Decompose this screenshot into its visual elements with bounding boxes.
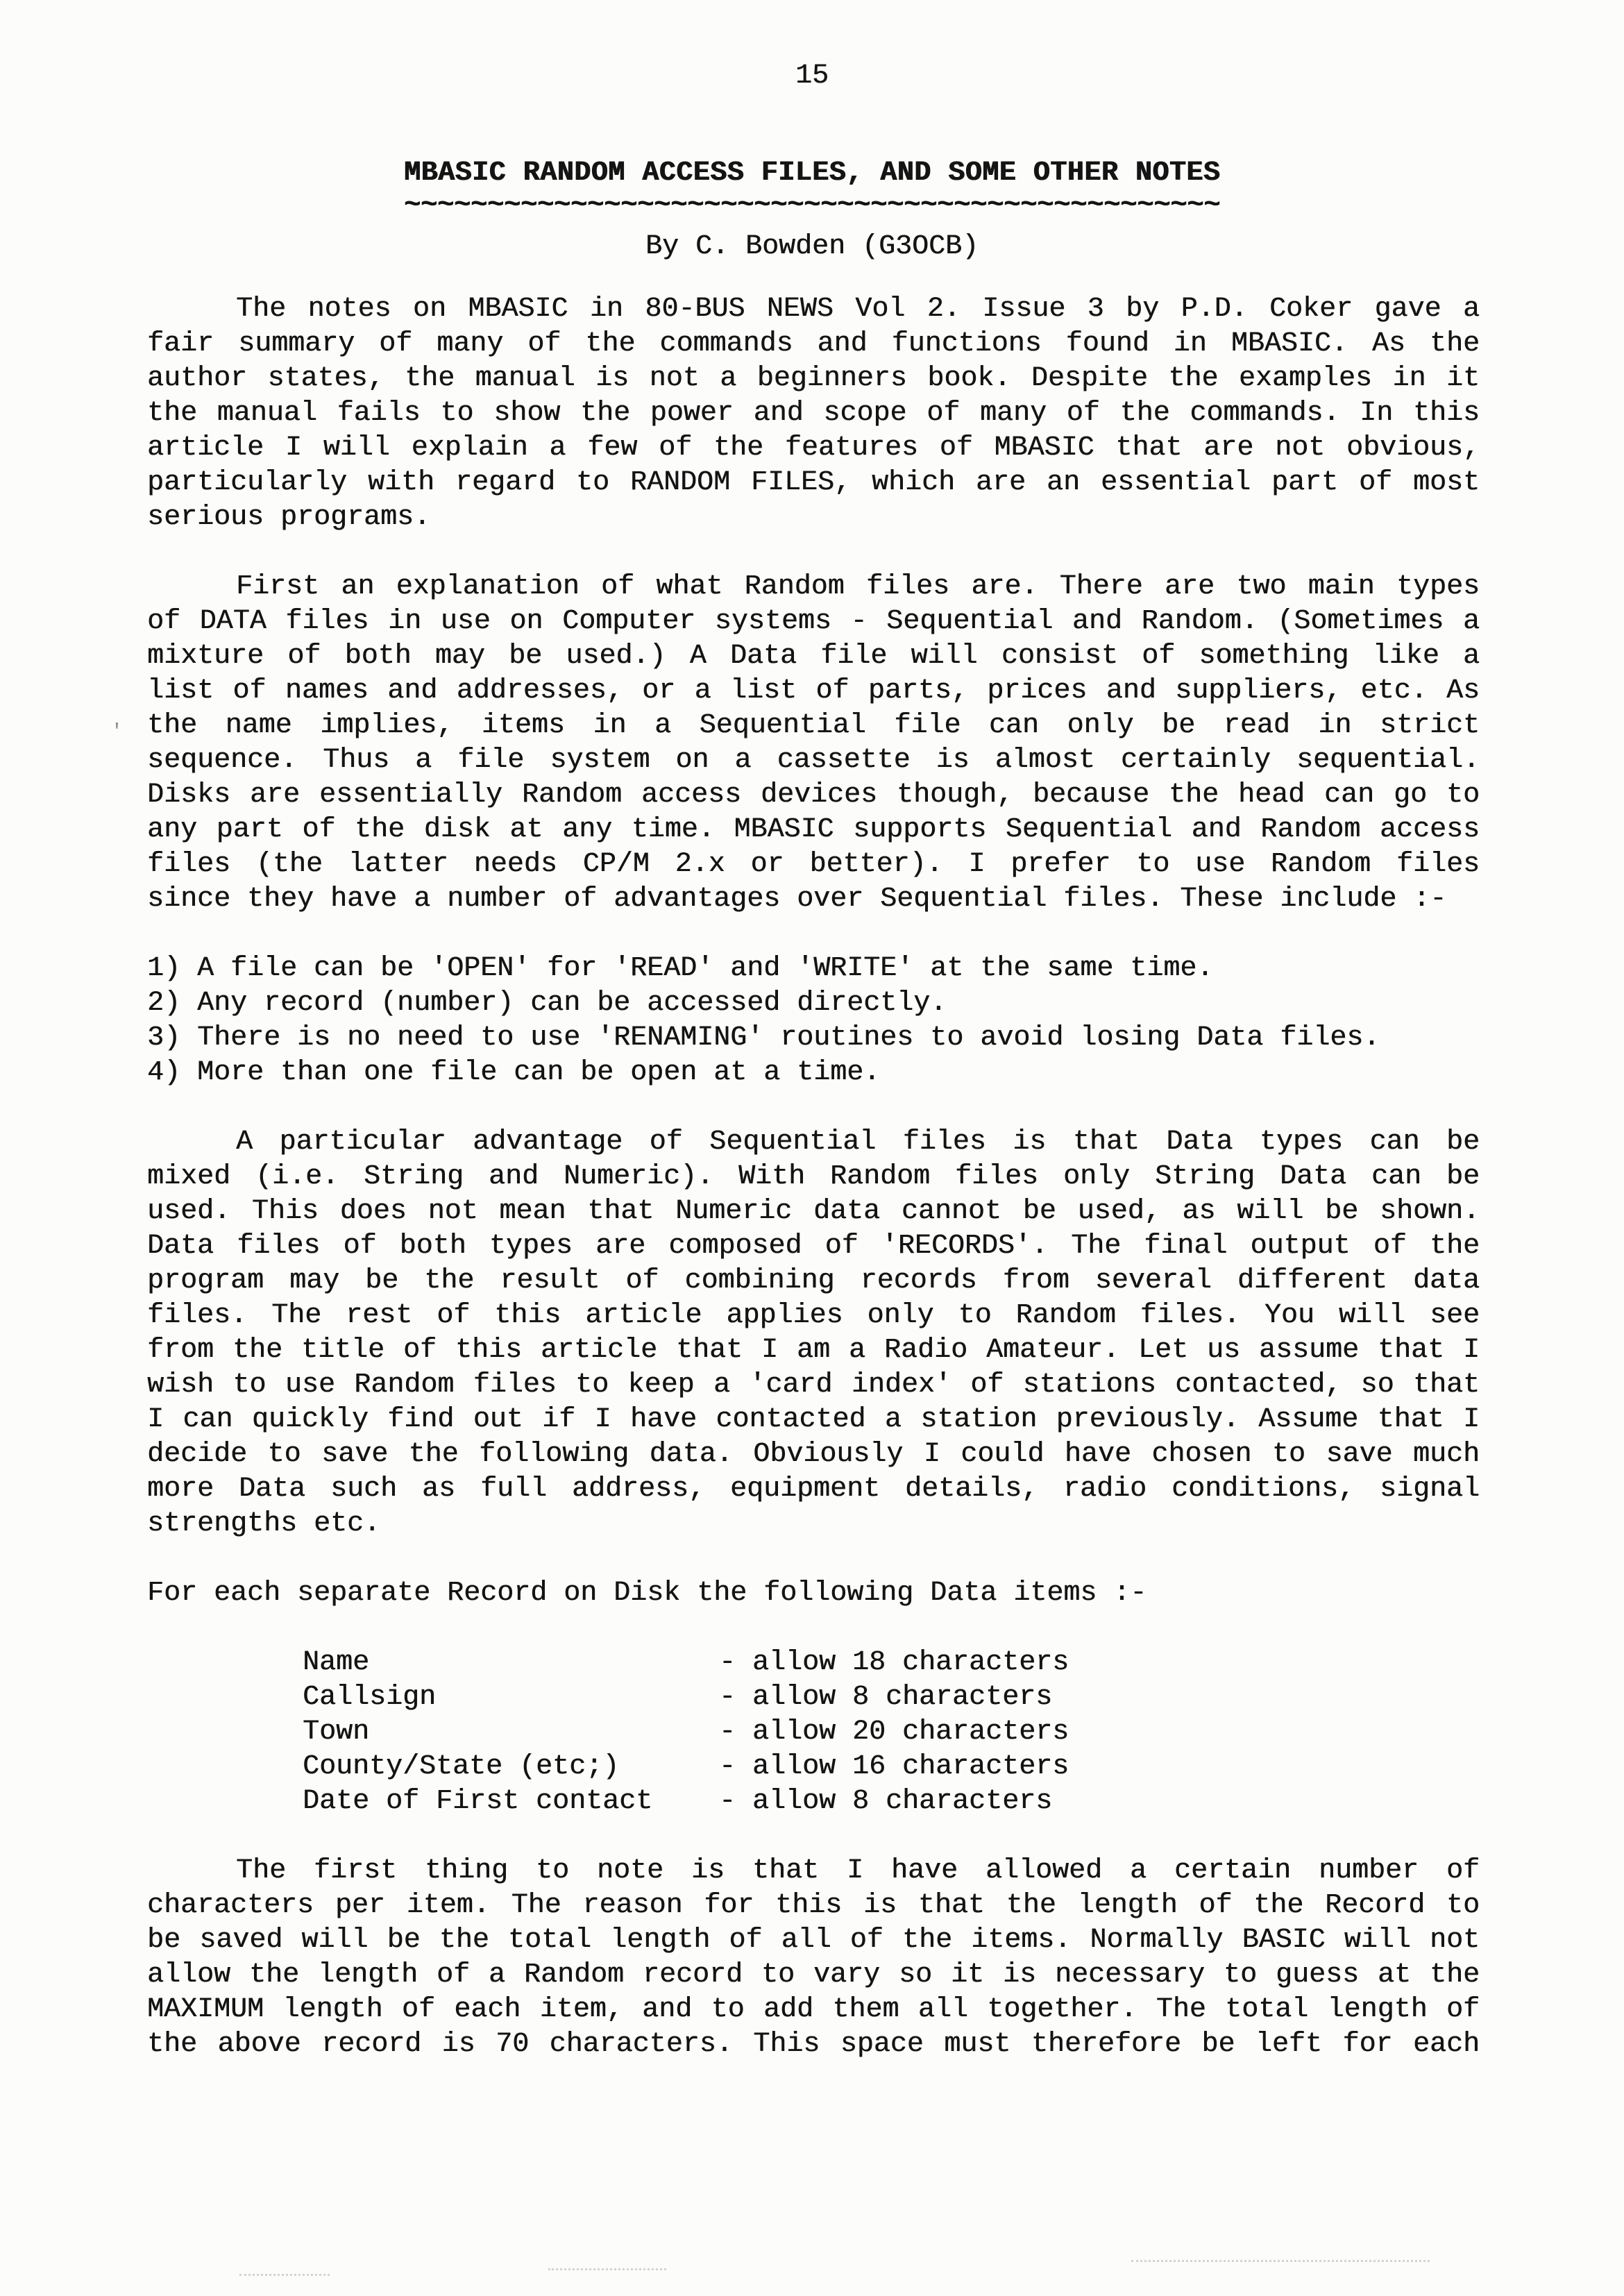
record-row xyxy=(303,1750,1480,1784)
record-field: Date of First contact xyxy=(303,1786,653,1817)
scan-artifact xyxy=(548,2268,666,2270)
text-line: I can quickly find out if I have contacted a station previously. Assume that I xyxy=(147,1404,1480,1435)
text-line: characters per item. The reason for this is that the length of the Record to xyxy=(147,1890,1480,1921)
text-line: article I will explain a few of the features of MBASIC that are not obvious, xyxy=(147,432,1480,464)
text-line: mixture of both may be used.) A Data file will consist of something like a xyxy=(147,641,1480,672)
record-row xyxy=(303,1715,1480,1750)
text-line: of DATA files in use on Computer systems - Sequential and Random. (Sometimes a xyxy=(147,606,1480,637)
text-line: Disks are essentially Random access devices though, because the head can go to xyxy=(147,779,1480,811)
text-line: The first thing to note is that I have allowed a certain number of xyxy=(236,1855,1480,1886)
record-field: Callsign xyxy=(303,1682,437,1713)
text-line: wish to use Random files to keep a 'card index' of stations contacted, so that xyxy=(147,1369,1480,1401)
text-line: particularly with regard to RANDOM FILES, which are an essential part of most xyxy=(147,467,1480,498)
numbered-list xyxy=(147,952,1480,1090)
text-line: For each separate Record on Disk the following Data items :- xyxy=(147,1578,1147,1609)
text-line: fair summary of many of the commands and functions found in MBASIC. As the xyxy=(147,328,1480,360)
text-line: files (the latter needs CP/M 2.x or better). I prefer to use Random files xyxy=(147,849,1480,880)
text-line: decide to save the following data. Obviously I could have chosen to save much xyxy=(147,1439,1480,1470)
paragraph xyxy=(147,292,1480,535)
text-line: program may be the result of combining records from several different data xyxy=(147,1265,1480,1297)
text-line: author states, the manual is not a beginners book. Despite the examples in it xyxy=(147,363,1480,394)
record-allocation: - allow 16 characters xyxy=(719,1751,1069,1782)
list-item: 2) Any record (number) can be accessed directly. xyxy=(147,988,947,1019)
scan-artifact xyxy=(239,2274,330,2276)
text-line: First an explanation of what Random files are. There are two main types xyxy=(236,571,1480,602)
text-line: serious programs. xyxy=(147,502,431,533)
scan-artifact xyxy=(1131,2260,1430,2262)
record-row xyxy=(303,1784,1480,1819)
text-line: allow the length of a Random record to vary so it is necessary to guess at the xyxy=(147,1959,1480,1991)
text-line: from the title of this article that I am a Radio Amateur. Let us assume that I xyxy=(147,1335,1480,1366)
text-line: since they have a number of advantages over Sequential files. These include :- xyxy=(147,884,1447,915)
text-line: MAXIMUM length of each item, and to add them all together. The total length of xyxy=(147,1994,1480,2025)
text-line: sequence. Thus a file system on a cassette is almost certainly sequential. xyxy=(147,745,1480,776)
record-row xyxy=(303,1646,1480,1680)
text-line: be saved will be the total length of all of the items. Normally BASIC will not xyxy=(147,1925,1480,1956)
paragraph xyxy=(147,1125,1480,1542)
record-field: Town xyxy=(303,1716,370,1748)
text-line: the name implies, items in a Sequential file can only be read in strict xyxy=(147,710,1480,741)
paragraph xyxy=(147,570,1480,917)
byline: By C. Bowden (G3OCB) xyxy=(645,231,979,262)
article-header xyxy=(0,156,1624,264)
record-row xyxy=(303,1680,1480,1715)
text-line: mixed (i.e. String and Numeric). With Random files only String Data can be xyxy=(147,1161,1480,1192)
page-number: 15 xyxy=(795,60,829,92)
text-line: The notes on MBASIC in 80-BUS NEWS Vol 2. Issue 3 by P.D. Coker gave a xyxy=(236,294,1480,325)
record-list xyxy=(147,1646,1480,1819)
list-item: 4) More than one file can be open at a time. xyxy=(147,1057,881,1088)
record-field: County/State (etc;) xyxy=(303,1751,620,1782)
text-line: the manual fails to show the power and scope of many of the commands. In this xyxy=(147,398,1480,429)
paragraph xyxy=(147,1576,1480,1611)
record-field: Name xyxy=(303,1647,370,1678)
record-allocation: - allow 8 characters xyxy=(719,1786,1053,1817)
text-line: used. This does not mean that Numeric data cannot be used, as will be shown. xyxy=(147,1196,1480,1227)
title-underline: ~~~~~~~~~~~~~~~~~~~~~~~~~~~~~~~~~~~~~~~~~~~~~~~~~ xyxy=(403,190,1221,221)
record-allocation: - allow 20 characters xyxy=(719,1716,1069,1748)
text-line: any part of the disk at any time. MBASIC supports Sequential and Random access xyxy=(147,814,1480,845)
article-title: MBASIC RANDOM ACCESS FILES, AND SOME OTHER NOTES xyxy=(403,158,1221,189)
list-item: 1) A file can be 'OPEN' for 'READ' and 'WRITE' at the same time. xyxy=(147,953,1214,984)
list-item: 3) There is no need to use 'RENAMING' routines to avoid losing Data files. xyxy=(147,1022,1380,1054)
record-allocation: - allow 18 characters xyxy=(719,1647,1069,1678)
scan-speck: ' xyxy=(111,721,123,743)
article-body xyxy=(147,292,1480,2062)
text-line: the above record is 70 characters. This space must therefore be left for each xyxy=(147,2029,1480,2060)
paragraph xyxy=(147,1854,1480,2062)
text-line: list of names and addresses, or a list of parts, prices and suppliers, etc. As xyxy=(147,675,1480,707)
text-line: strengths etc. xyxy=(147,1508,381,1539)
text-line: files. The rest of this article applies only to Random files. You will see xyxy=(147,1300,1480,1331)
text-line: Data files of both types are composed of 'RECORDS'. The final output of the xyxy=(147,1231,1480,1262)
text-line: A particular advantage of Sequential files is that Data types can be xyxy=(236,1126,1480,1158)
record-allocation: - allow 8 characters xyxy=(719,1682,1053,1713)
text-line: more Data such as full address, equipment details, radio conditions, signal xyxy=(147,1474,1480,1505)
